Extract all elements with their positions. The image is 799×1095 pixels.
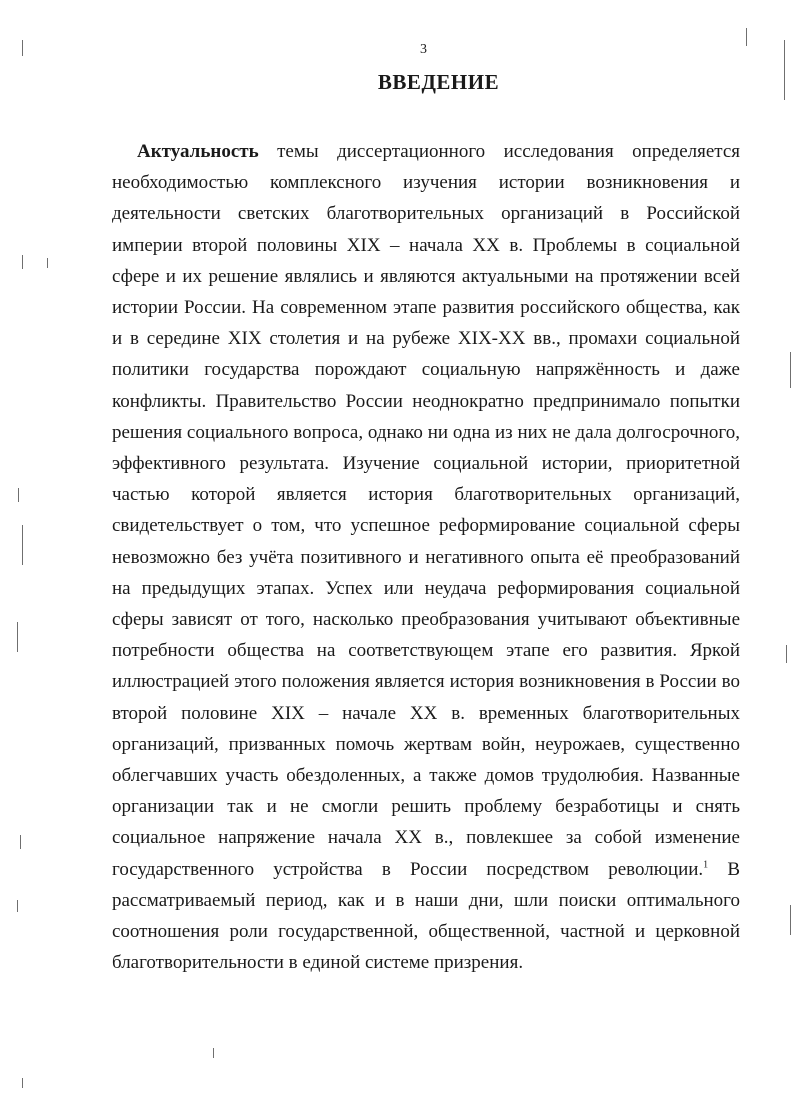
scan-mark	[213, 1048, 214, 1058]
page-number: 3	[420, 42, 427, 57]
scan-mark	[746, 28, 747, 46]
paragraph-text-continued: В рассматриваемый период, как и в наши дни, шли поиски оптимального соотношения роли государственной, общественной, частной и церковной благотворительности в единой системе призрения.	[112, 858, 740, 974]
scan-mark	[790, 352, 791, 388]
scan-mark	[22, 255, 23, 269]
scan-mark	[18, 488, 19, 502]
scan-mark	[20, 835, 21, 849]
scan-mark	[790, 905, 791, 935]
paragraph-text: темы диссертационного исследования определяется необходимостью комплексного изучения истории возникновения и деятельности светских благотворительных организаций в Российской империи второй половины XIX – начала XX в. Проблемы в социальной сфере и их решение являлись и являются актуальными на протяжении всей истории России. На современном этапе развития российского общества, как и в середине XIX столетия и на рубеже XIX-XX вв., промахи социальной политики государства порождают социальную напряжённость и даже конфликты. Правительство России неоднократно предпринимало попытки решения социального вопроса, однако ни одна из них не дала долгосрочного, эффективного результата. Изучение социальной истории, приоритетной частью которой является история благотворительных организаций, свидетельствует о том, что успешное реформирование социальной сферы невозможно без учёта позитивного и негативного опыта её преобразований на предыдущих этапах. Успех или неудача реформирования социальной сферы зависят от того, насколько преобразования учитывают объективные потребности общества на соответствующем этапе его развития. Яркой иллюстрацией этого положения является история возникновения в России во второй половине XIX – начале XX в. временных благотворительных организаций, призванных помочь жертвам войн, неурожаев, существенно облегчавших участь обездоленных, а также домов трудолюбия. Названные организации так и не смогли решить проблему безработицы и снять социальное напряжение начала XX в., повлекшее за собой изменение государственного устройства в России посредством революции.	[112, 141, 740, 880]
scan-mark	[786, 645, 787, 663]
paragraph-lead-term: Актуальность	[137, 141, 259, 162]
page-title: ВВЕДЕНИЕ	[377, 70, 500, 94]
footnote-marker: 1	[703, 859, 709, 871]
scan-mark	[22, 525, 23, 565]
scan-mark	[47, 258, 48, 268]
scan-mark	[22, 40, 23, 56]
scan-mark	[784, 40, 785, 100]
scan-mark	[17, 900, 18, 912]
scan-mark	[22, 1078, 23, 1088]
scan-mark	[17, 622, 18, 652]
body-paragraph	[112, 136, 740, 978]
